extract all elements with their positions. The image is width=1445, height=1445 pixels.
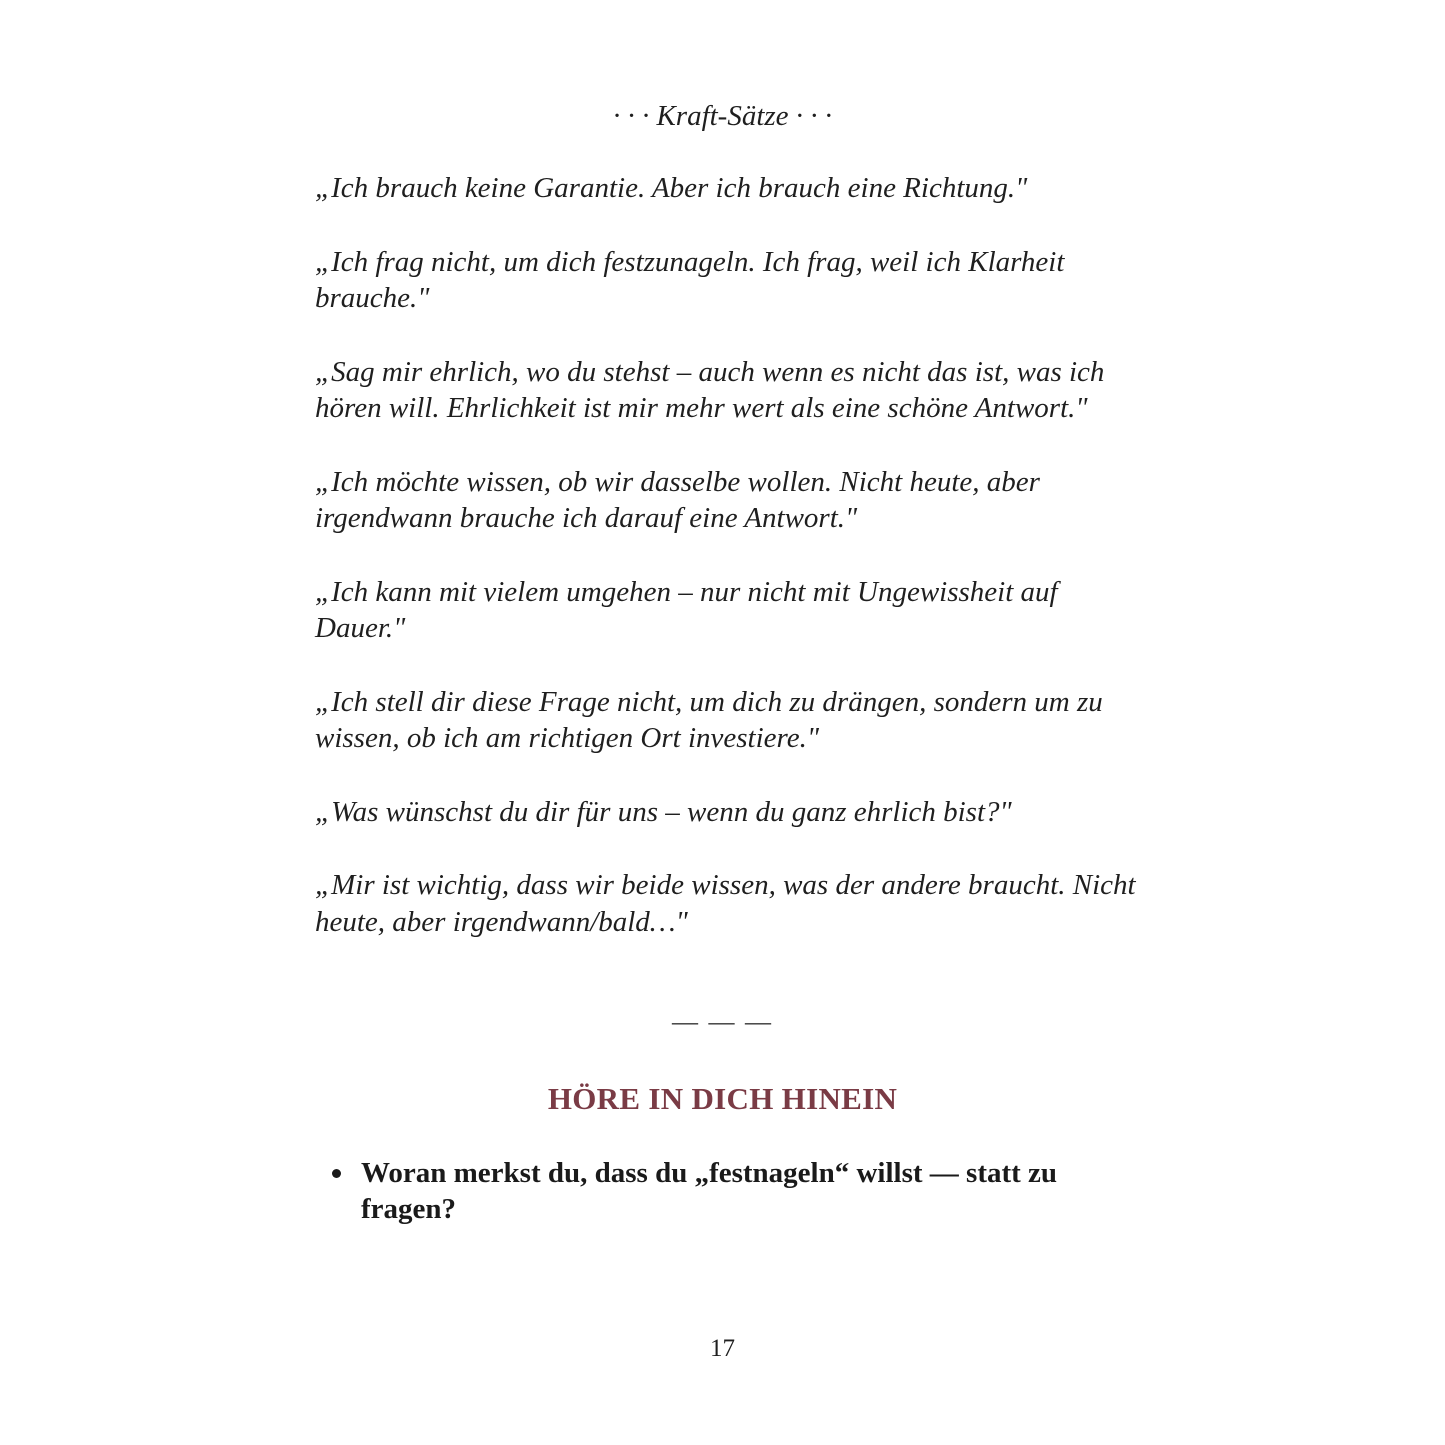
quote-item: „Ich stell dir diese Frage nicht, um dich zu drängen, sondern um zu wissen, ob ich am richtigen Ort investiere." (315, 685, 1103, 754)
section-divider: — — — (672, 1007, 773, 1036)
list-item (330, 1155, 1140, 1227)
quote-item: „Ich brauch keine Garantie. Aber ich brauch eine Richtung." (315, 172, 1028, 204)
section-title: · · · Kraft-Sätze · · · (612, 100, 833, 132)
quote-item: „Was wünschst du dir für uns – wenn du ganz ehrlich bist?" (315, 795, 1012, 828)
reflection-list (330, 1155, 1140, 1227)
bullet-icon (332, 1169, 341, 1178)
quote-item: „Mir ist wichtig, dass wir beide wissen, was der andere braucht. Nicht heute, aber irgendwann/bald…" (315, 869, 1136, 938)
quote-list (315, 170, 1145, 977)
quote-item: „Ich kann mit vielem umgehen – nur nicht mit Ungewissheit auf Dauer." (315, 575, 1058, 644)
list-item-text: Woran merkst du, dass du „festnageln“ willst — statt zu fragen? (361, 1157, 1058, 1225)
quote-item: „Ich möchte wissen, ob wir dasselbe wollen. Nicht heute, aber irgendwann brauche ich darauf eine Antwort." (315, 465, 1040, 534)
quote-item: „Sag mir ehrlich, wo du stehst – auch wenn es nicht das ist, was ich hören will. Ehrlichkeit ist mir mehr wert als eine schöne Antwort." (315, 355, 1105, 424)
quote-item: „Ich frag nicht, um dich festzunageln. Ich frag, weil ich Klarheit brauche." (315, 245, 1065, 314)
section-heading: HÖRE IN DICH HINEIN (547, 1081, 898, 1116)
page-number: 17 (710, 1335, 735, 1362)
